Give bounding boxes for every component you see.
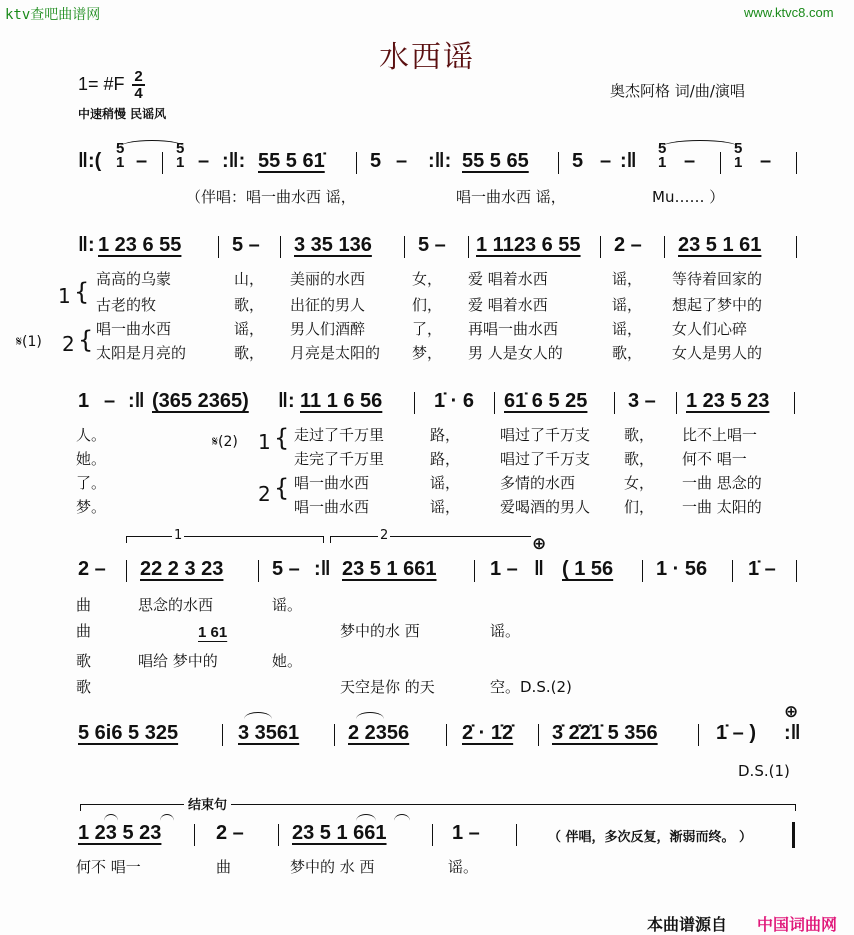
notes-group: 1 23 6 55 [98, 234, 182, 256]
note-upper: 5 [658, 140, 667, 157]
verse-number-2: 2 [62, 332, 75, 356]
barline [516, 824, 517, 846]
verse-brace: { [274, 424, 290, 452]
barline [474, 560, 475, 582]
lyric-segment: 谣。 [448, 858, 479, 876]
key-signature: 1= #F [78, 74, 125, 94]
lyric-segment: 唱过了千万支 [500, 450, 591, 468]
note-upper: 5 [176, 140, 185, 157]
notes-group: 1 1123 6 55 [476, 234, 581, 256]
coda-icon: ⊕ [784, 702, 799, 722]
time-signature-top: 2 [134, 68, 143, 85]
lyric-segment: 曲 [76, 622, 92, 640]
tie-mark [120, 140, 184, 147]
repeat-start: ‖: [278, 390, 295, 412]
lyric-segment: 梦， [412, 344, 443, 362]
tie-mark [160, 814, 174, 821]
lyric-segment: 谣， [430, 498, 461, 516]
volta-bracket-2 [330, 536, 531, 543]
barline [446, 724, 447, 746]
note-lower: 1 [658, 154, 667, 171]
repeat-start-paren: ‖:( [78, 150, 102, 172]
time-signature-bottom: 4 [134, 85, 143, 102]
tempo-style: 中速稍慢 民谣风 [78, 107, 167, 121]
barline [642, 560, 643, 582]
lyric-segment: 比不上唱一 [682, 426, 758, 444]
final-barline [792, 822, 795, 848]
lyric-segment: 歌 [76, 652, 92, 670]
lyric-segment: 月亮是太阳的 [290, 344, 381, 362]
notes-group: 55 5 65 [462, 150, 529, 172]
notes-group: 1̇ · 6 [434, 390, 475, 412]
lyric-segment: 歌， [234, 296, 265, 314]
notes-group: 11 1 6 56 [300, 390, 383, 412]
lyric-ending: 人。 [76, 426, 107, 444]
barline [218, 236, 219, 258]
barline [794, 392, 795, 414]
dash: – [760, 150, 772, 172]
tie-mark [394, 814, 410, 821]
repeat-barline: :‖: [428, 150, 452, 172]
lyric-segment: 女， [412, 270, 443, 288]
lyric-segment: 再唱一曲水西 [468, 320, 559, 338]
lyric-segment: 谣， [430, 474, 461, 492]
note-lower: 1 [734, 154, 743, 171]
notes-group: 22 2 3 23 [140, 558, 224, 580]
notes-group: 1 23 5 23 [78, 822, 162, 844]
double-barline: ‖ [534, 558, 544, 580]
lyric-segment: Mu…… ） [652, 188, 725, 206]
lyric-segment: 了， [412, 320, 443, 338]
segno-2-label: 𝄋(2) [212, 434, 238, 450]
lyric-segment: 爱喝酒的男人 [500, 498, 591, 516]
lyric-segment: 谣， [234, 320, 265, 338]
lyric-segment: 路， [430, 450, 461, 468]
time-signature [132, 70, 145, 100]
barline [126, 560, 127, 582]
barline [698, 724, 699, 746]
barline [334, 724, 335, 746]
lyric-segment: 想起了梦中的 [672, 296, 763, 314]
dash: – [684, 150, 696, 172]
chord-note [658, 142, 666, 170]
repeat-start: ‖: [78, 234, 95, 256]
lyric-segment: 爱 唱着水西 [468, 296, 548, 314]
tie-mark [662, 140, 738, 147]
lyric-segment: 走过了千万里 [294, 426, 385, 444]
notes-group: 3 3561 [238, 722, 300, 744]
lyric-segment: 女， [624, 474, 655, 492]
lyric-segment: 谣。 [272, 596, 303, 614]
barline [404, 236, 405, 258]
interlude-notes: (365 2365) [152, 390, 249, 412]
barline [676, 392, 677, 414]
chord-note [116, 142, 124, 170]
chord-note [176, 142, 184, 170]
lyric-segment: 歌， [612, 344, 643, 362]
repeat-barline: :‖: [222, 150, 246, 172]
notes-group: 5 – [232, 234, 260, 256]
lyric-segment: 谣， [612, 320, 643, 338]
notes-group: 1 · 56 [656, 558, 708, 580]
song-title: 水西谣 [379, 40, 475, 75]
barline [356, 152, 357, 174]
lyric-segment: 们， [624, 498, 655, 516]
lyric-segment: 何不 唱一 [682, 450, 747, 468]
tie-mark [356, 814, 376, 821]
verse-brace: { [274, 474, 290, 502]
ending-performance-note: （ 伴唱，多次反复，渐弱而终。 ） [548, 830, 753, 845]
lyric-segment: 她。 [272, 652, 303, 670]
barline [558, 152, 559, 174]
dash: – [396, 150, 408, 172]
notes-group: 1 23 5 23 [686, 390, 770, 412]
barline [278, 824, 279, 846]
verse-number-2: 2 [258, 482, 271, 506]
source-site-link[interactable]: 中国词曲网 [757, 915, 838, 934]
tie-mark [104, 814, 118, 821]
lyric-segment: 谣， [612, 270, 643, 288]
ds-2-lyric: 空。D.S.(2) [490, 678, 572, 696]
repeat-end: :‖ [784, 722, 801, 744]
lyric-segment: 唱过了千万支 [500, 426, 591, 444]
barline [468, 236, 469, 258]
segno-1-label: 𝄋(1) [16, 334, 42, 350]
lyric-segment: 唱一曲水西 [294, 498, 370, 516]
lyric-segment: 歌， [624, 450, 655, 468]
notes-group: 5 – [272, 558, 300, 580]
volta-bracket-1 [126, 536, 324, 543]
lyric-segment: 男人们酒醉 [290, 320, 366, 338]
chord-note [734, 142, 742, 170]
alt-notation: 1 61 [198, 624, 228, 641]
notes-group: 61̇ 6 5 25 [504, 390, 588, 412]
verse-brace: { [74, 278, 90, 306]
barline [538, 724, 539, 746]
barline [222, 724, 223, 746]
lyric-segment: 爱 唱着水西 [468, 270, 548, 288]
barline [664, 236, 665, 258]
author-credit: 奥杰阿格 词/曲/演唱 [610, 82, 745, 100]
lyric-segment: 女人是男人的 [672, 344, 763, 362]
tie-mark [356, 712, 384, 719]
ds-1-label: D.S.(1) [738, 762, 790, 780]
lyric-segment: 出征的男人 [290, 296, 366, 314]
notes-group: 23 5 1 661 [342, 558, 437, 580]
notes-group: 5 – [418, 234, 446, 256]
volta-1-label: 1 [174, 528, 183, 543]
lyric-segment: 歌， [624, 426, 655, 444]
notes-group: 3 35 136 [294, 234, 372, 256]
lyric-segment: 一曲 太阳的 [682, 498, 762, 516]
barline [162, 152, 163, 174]
verse-number-1: 1 [258, 430, 271, 454]
lyric-segment: 多情的水西 [500, 474, 576, 492]
lyric-segment: 唱一曲水西 [96, 320, 172, 338]
lyric-segment: 唱一曲水西 [294, 474, 370, 492]
notes-group: 23 5 1 661 [292, 822, 387, 844]
note-upper: 5 [734, 140, 743, 157]
lyric-segment: 一曲 思念的 [682, 474, 762, 492]
volta-2-label: 2 [380, 528, 389, 543]
lyric-segment: 们， [412, 296, 443, 314]
note: 1 [78, 390, 90, 412]
notes-group: ( 1 56 [562, 558, 614, 580]
lyric-ending: 她。 [76, 450, 107, 468]
source-label: 本曲谱源自 [647, 915, 728, 934]
lyric-segment: 天空是你 的天 [340, 678, 435, 696]
lyric-segment: 梦中的 水 西 [290, 858, 375, 876]
repeat-end: :‖ [314, 558, 331, 580]
lyric-segment: 何不 唱一 [76, 858, 141, 876]
notes-group: 2̇ · 1̇2̇ [462, 722, 514, 744]
lyric-segment: 谣。 [490, 622, 521, 640]
note: 5 [370, 150, 382, 172]
notes-group: 1̇ – ) [716, 722, 757, 744]
repeat-end: :‖ [620, 150, 637, 172]
lyric-segment: 太阳是月亮的 [96, 344, 187, 362]
dash: – [104, 390, 116, 412]
lyric-segment: 曲 [76, 596, 92, 614]
barline [720, 152, 721, 174]
watermark-right: www.ktvc8.com [744, 5, 834, 20]
lyric-ending: 了。 [76, 474, 107, 492]
tie-mark [244, 712, 272, 719]
lyric-segment: 走完了千万里 [294, 450, 385, 468]
dash: – [136, 150, 148, 172]
barline [432, 824, 433, 846]
lyric-segment: 高高的乌蒙 [96, 270, 172, 288]
notes-group: 2 2356 [348, 722, 410, 744]
lyric-segment: 唱一曲水西 谣， [456, 188, 566, 206]
barline [258, 560, 259, 582]
barline [494, 392, 495, 414]
barline [732, 560, 733, 582]
notes-group: 1 – [452, 822, 480, 844]
ending-label: 结束句 [184, 794, 231, 813]
note-lower: 1 [176, 154, 185, 171]
notes-group: 3 – [628, 390, 656, 412]
lyric-segment: （伴唱：唱一曲水西 谣， [186, 188, 356, 206]
notes-group: 2 – [614, 234, 642, 256]
barline [796, 236, 797, 258]
note-upper: 5 [116, 140, 125, 157]
lyric-segment: 古老的牧 [96, 296, 157, 314]
lyric-segment: 歌， [234, 344, 265, 362]
coda-icon: ⊕ [532, 534, 547, 554]
lyric-segment: 男 人是女人的 [468, 344, 563, 362]
lyric-segment: 曲 [216, 858, 232, 876]
lyric-segment: 唱给 梦中的 [138, 652, 218, 670]
notes-group: 23 5 1 61 [678, 234, 762, 256]
lyric-segment: 女人们心碎 [672, 320, 748, 338]
watermark-left: ktv查吧曲谱网 [5, 7, 101, 23]
barline [796, 152, 797, 174]
notes-group: 3̇ 2̇2̇1̇ 5 356 [552, 722, 658, 744]
lyric-segment: 谣， [612, 296, 643, 314]
notes-group: 1̇ – [748, 558, 776, 580]
note: 5 [572, 150, 584, 172]
barline [414, 392, 415, 414]
lyric-segment: 路， [430, 426, 461, 444]
barline [796, 560, 797, 582]
repeat-end: :‖ [128, 390, 145, 412]
barline [194, 824, 195, 846]
verse-brace: { [78, 326, 94, 354]
dash: – [198, 150, 210, 172]
lyric-segment: 梦中的水 西 [340, 622, 420, 640]
barline [614, 392, 615, 414]
note-lower: 1 [116, 154, 125, 171]
dash: – [600, 150, 612, 172]
lyric-segment: 思念的水西 [138, 596, 214, 614]
notes-group: 5 6i6 5 325 [78, 722, 179, 744]
notes-group: 55 5 61̇ [258, 150, 325, 172]
lyric-ending: 梦。 [76, 498, 107, 516]
barline [600, 236, 601, 258]
notes-group: 2 – [78, 558, 106, 580]
barline [280, 236, 281, 258]
notes-group: 2 – [216, 822, 244, 844]
lyric-segment: 美丽的水西 [290, 270, 366, 288]
lyric-segment: 山， [234, 270, 265, 288]
verse-number-1: 1 [58, 284, 71, 308]
lyric-segment: 歌 [76, 678, 92, 696]
notes-group: 1 – [490, 558, 518, 580]
lyric-segment: 等待着回家的 [672, 270, 763, 288]
